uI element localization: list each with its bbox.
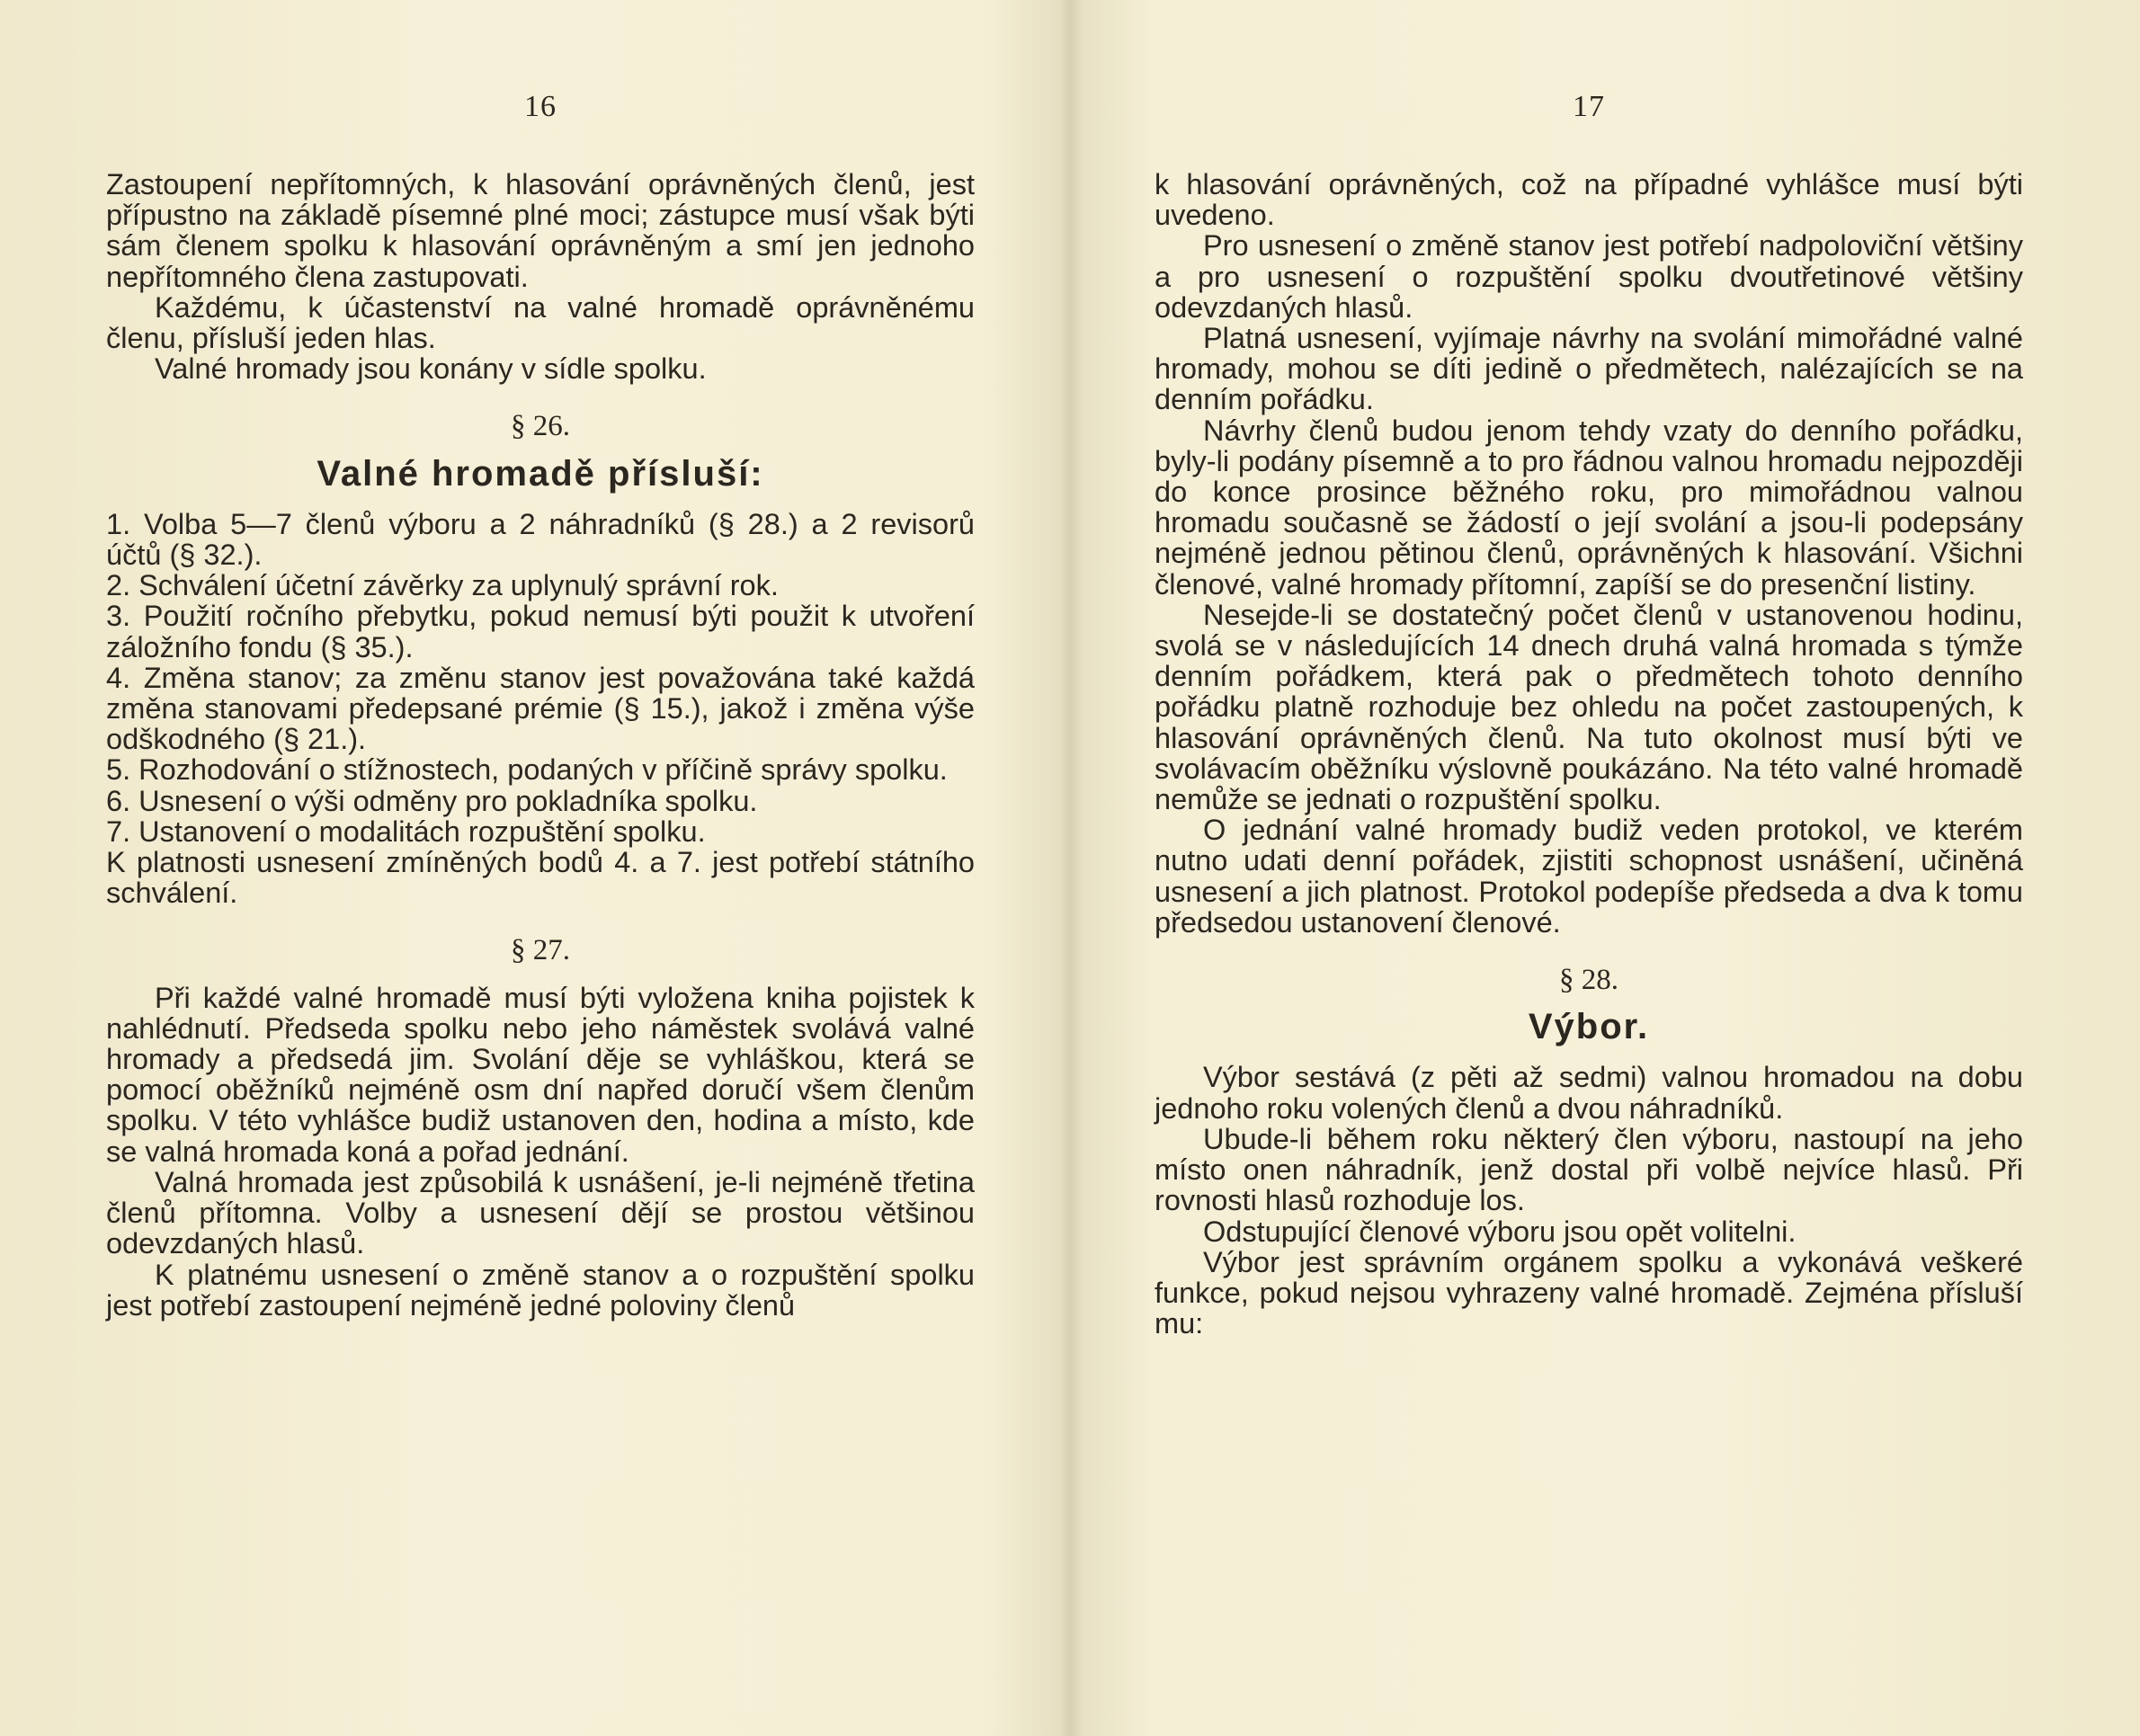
paragraph: Ubude-li během roku některý člen výboru, nastoupí na jeho místo onen náhradník, jenž dostal při volbě nejvíce hlasů. Při rovnosti hlasů rozhoduje los. xyxy=(1155,1122,2023,1217)
page-body xyxy=(106,169,975,1321)
paragraph: Odstupující členové výboru jsou opět volitelni. xyxy=(1203,1215,1797,1248)
list-item: 5. Rozhodování o stížnostech, podaných v příčině správy spolku. xyxy=(106,753,948,787)
paragraph: Při každé valné hromadě musí býti vyložena kniha pojistek k nahlédnutí. Předseda spolku nebo jeho náměstek svolává valné hromady a předsedá jim. Svolání děje se vyhláškou, která se pomocí oběžníků nejméně osm dní napřed doručí všem členům spolku. V této vyhlášce budiž ustanoven den, hodina a místo, kde se valná hromada koná a pořad jednání. xyxy=(106,981,975,1168)
list-item: 7. Ustanovení o modalitách rozpuštění spolku. xyxy=(106,815,706,848)
right-page xyxy=(1155,0,2023,1339)
paragraph: Zastoupení nepřítomných, k hlasování oprávněných členů, jest přípustno na základě písemné plné moci; zástupce musí však býti sám členem spolku k hlasování oprávněným a smí jen jednoho nepřítomného člena zastupovati. xyxy=(106,168,975,293)
paragraph: Výbor jest správním orgánem spolku a vykonává veškeré funkce, pokud nejsou vyhrazeny valné hromadě. Zejména přísluší mu: xyxy=(1155,1245,2023,1340)
list-item: 2. Schválení účetní závěrky za uplynulý správní rok. xyxy=(106,569,779,602)
section-number: § 27. xyxy=(511,934,570,967)
paragraph: Nesejde-li se dostatečný počet členů v ustanovenou hodinu, svolá se v následujících 14 dnech druhá valná hromada s týmže denním pořádkem, která pak o předmětech tohoto denního pořádku platně rozhoduje bez ohledu na počet zastoupených, k hlasování oprávněných členů. Na tuto okolnost musí býti ve svolávacím oběžníku výslovně poukázáno. Na této valné hromadě nemůže se jednati o rozpuštění spolku. xyxy=(1155,598,2023,816)
paragraph: O jednání valné hromady budiž veden protokol, ve kterém nutno udati denní pořádek, zjistiti schopnost usnášení, učiněná usnesení a jich platnost. Protokol podepíše předseda a dva k tomu předsedou ustanovení členové. xyxy=(1155,814,2023,939)
list-item: 6. Usnesení o výši odměny pro pokladníka spolku. xyxy=(106,784,758,817)
paragraph: k hlasování oprávněných, což na případné vyhlášce musí býti uvedeno. xyxy=(1155,168,2023,232)
page-number: 16 xyxy=(524,90,557,123)
paragraph: Valné hromady jsou konány v sídle spolku. xyxy=(155,352,707,386)
paragraph: Pro usnesení o změně stanov jest potřebí nadpoloviční většiny a pro usnesení o rozpuštění spolku dvoutřetinové většiny odevzdaných hlasů. xyxy=(1155,229,2023,324)
section-heading: Výbor. xyxy=(1528,1007,1650,1047)
section-number: § 28. xyxy=(1559,964,1618,997)
list-item: 4. Změna stanov; za změnu stanov jest považována také každá změna stanovami předepsané prémie (§ 15.), jakož i změna výše odškodného (§ 21.). xyxy=(106,661,975,756)
section-heading: Valné hromadě přísluší: xyxy=(317,453,764,494)
list-item: 1. Volba 5—7 členů výboru a 2 náhradníků (§ 28.) a 2 revisorů účtů (§ 32.). xyxy=(106,507,975,572)
left-page xyxy=(106,0,975,1321)
paragraph: Valná hromada jest způsobilá k usnášení, je-li nejméně třetina členů přítomna. Volby a usnesení dějí se prostou většinou odevzdaných hlasů. xyxy=(106,1165,975,1260)
paragraph: Návrhy členů budou jenom tehdy vzaty do denního pořádku, byly-li podány písemně a to pro řádnou valnou hromadu nejpozději do konce prosince běžného roku, pro mimořádnou valnou hromadu současně se žádostí o její svolání a jsou-li podepsány nejméně jednou pětinou členů, oprávněných k hlasování. Všichni členové, valné hromady přítomní, zapíší se do presenční listiny. xyxy=(1155,414,2023,601)
paragraph: Výbor sestává (z pěti až sedmi) valnou hromadou na dobu jednoho roku volených členů a dvou náhradníků. xyxy=(1155,1061,2023,1125)
section-number: § 26. xyxy=(511,410,570,443)
list-item: K platnosti usnesení zmíněných bodů 4. a 7. jest potřebí státního schválení. xyxy=(106,846,975,910)
paragraph: Každému, k účastenství na valné hromadě oprávněnému členu, přísluší jeden hlas. xyxy=(106,290,975,355)
page-body xyxy=(1155,169,2023,1339)
page-number: 17 xyxy=(1573,90,1605,123)
paragraph: Platná usnesení, vyjímaje návrhy na svolání mimořádné valné hromady, mohou se díti jedině o předmětech, nalézajících se na denním pořádku. xyxy=(1155,322,2023,416)
paragraph: K platnému usnesení o změně stanov a o rozpuštění spolku jest potřebí zastoupení nejméně jedné poloviny členů xyxy=(106,1258,975,1322)
list-item: 3. Použití ročního přebytku, pokud nemusí býti použit k utvoření záložního fondu (§ 35.). xyxy=(106,600,975,663)
